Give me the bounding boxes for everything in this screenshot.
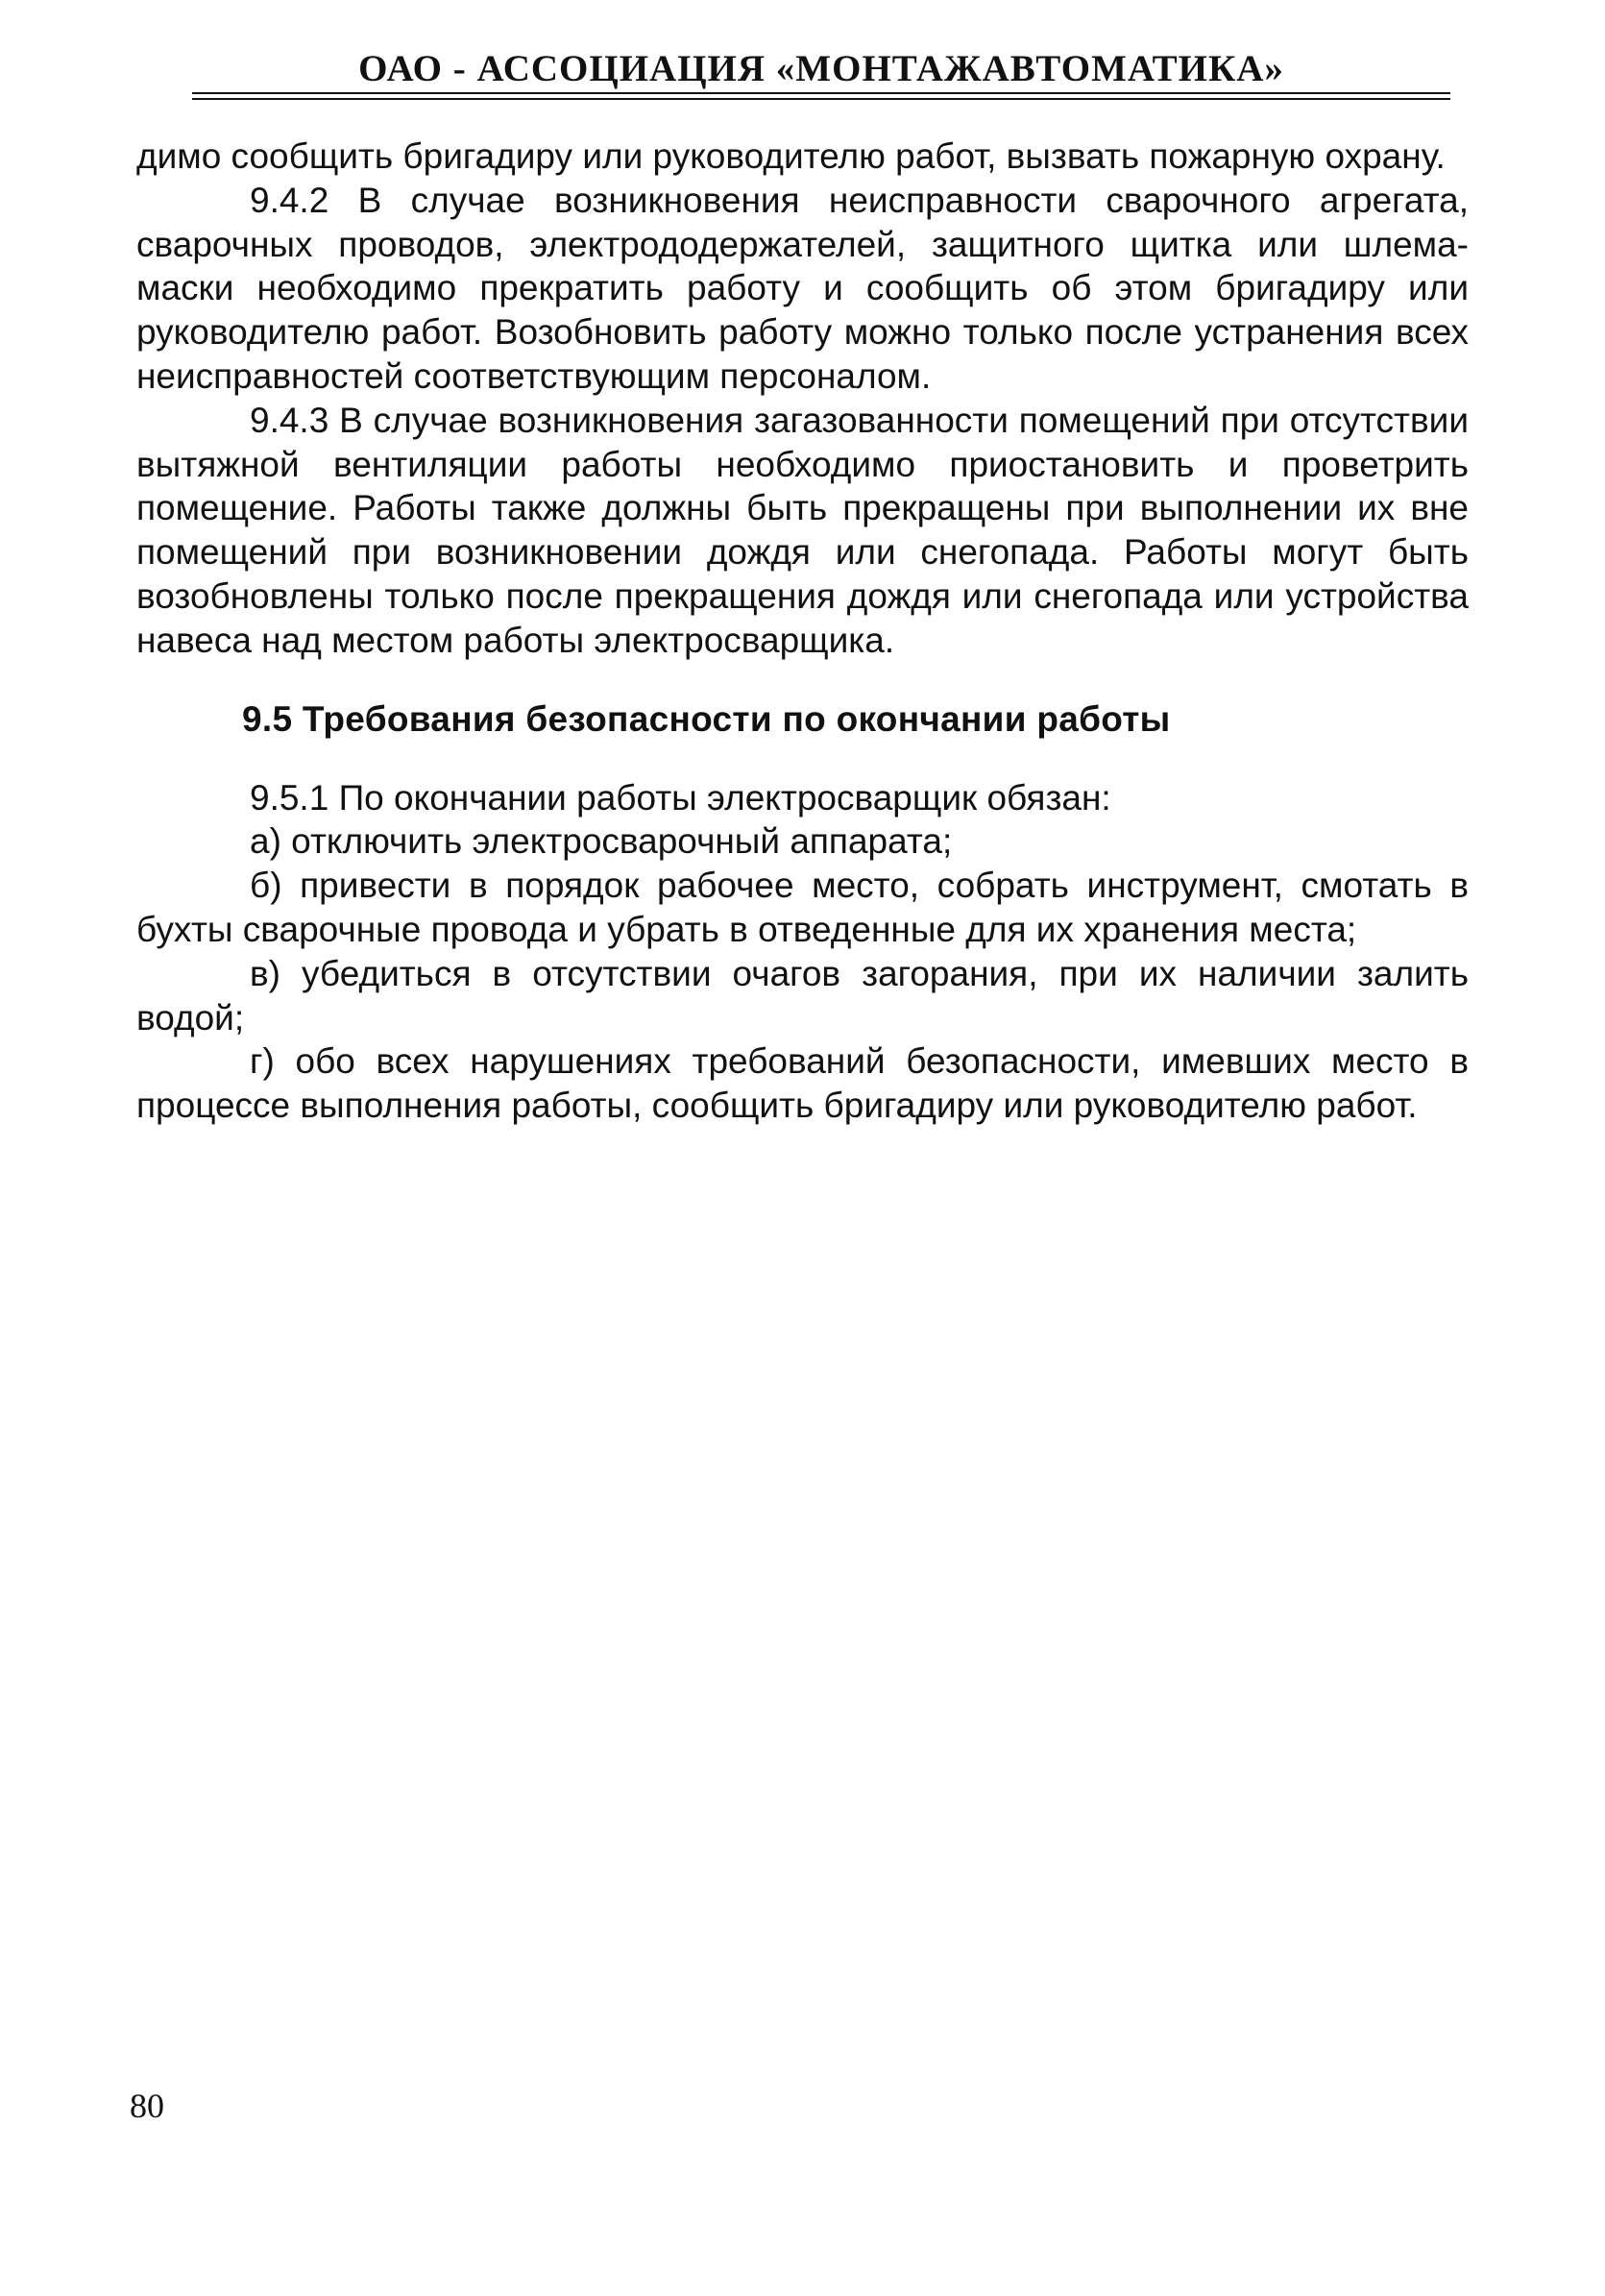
list-item-v: в) убедиться в отсутствии очагов загорания, при их наличии залить водой;	[136, 953, 1469, 1038]
section-title-9-5: 9.5 Требования безопасности по окончании работы	[242, 698, 1171, 739]
list-item-g: г) обо всех нарушениях требований безопасности, имевших место в процессе выполнения работы, сообщить бригадиру или руководителю работ.	[136, 1041, 1469, 1126]
paragraph-9-4-3: 9.4.3 В случае возникновения загазованности помещений при отсутствии вытяжной вентиляции работы необходимо приостановить и проветрить помещение. Работы также должны быть прекращены при выполнении их вне помещений при возникновении дождя или снегопада. Работы могут быть возобновлены только после прекращения дождя или снегопада или устройства навеса над местом работы электросварщика.	[136, 400, 1469, 660]
header-rule-bottom	[192, 98, 1450, 100]
paragraph-9-5-1: 9.5.1 По окончании работы электросварщик обязан:	[250, 777, 1111, 818]
list-item-b: б) привести в порядок рабочее место, собрать инструмент, смотать в бухты сварочные провода и убрать в отведенные для их хранения места;	[136, 866, 1469, 949]
page-number: 80	[130, 2087, 164, 2125]
paragraph-9-4-2: 9.4.2 В случае возникновения неисправности сварочного агрегата, сварочных проводов, электрододержателей, защитного щитка или шлема-маски необходимо прекратить работу и сообщить об этом бригадиру или руководителю работ. Возобновить работу можно только после устранения всех неисправностей соответствующим персоналом.	[136, 180, 1469, 396]
paragraph-continuation: димо сообщить бригадиру или руководителю работ, вызвать пожарную охрану.	[136, 136, 1446, 176]
list-item-a: а) отключить электросварочный аппарата;	[250, 821, 953, 862]
running-header: ОАО - АССОЦИАЦИЯ «МОНТАЖАВТОМАТИКА»	[358, 48, 1284, 89]
header-rule-top	[192, 92, 1450, 94]
body-text	[136, 134, 1469, 1128]
